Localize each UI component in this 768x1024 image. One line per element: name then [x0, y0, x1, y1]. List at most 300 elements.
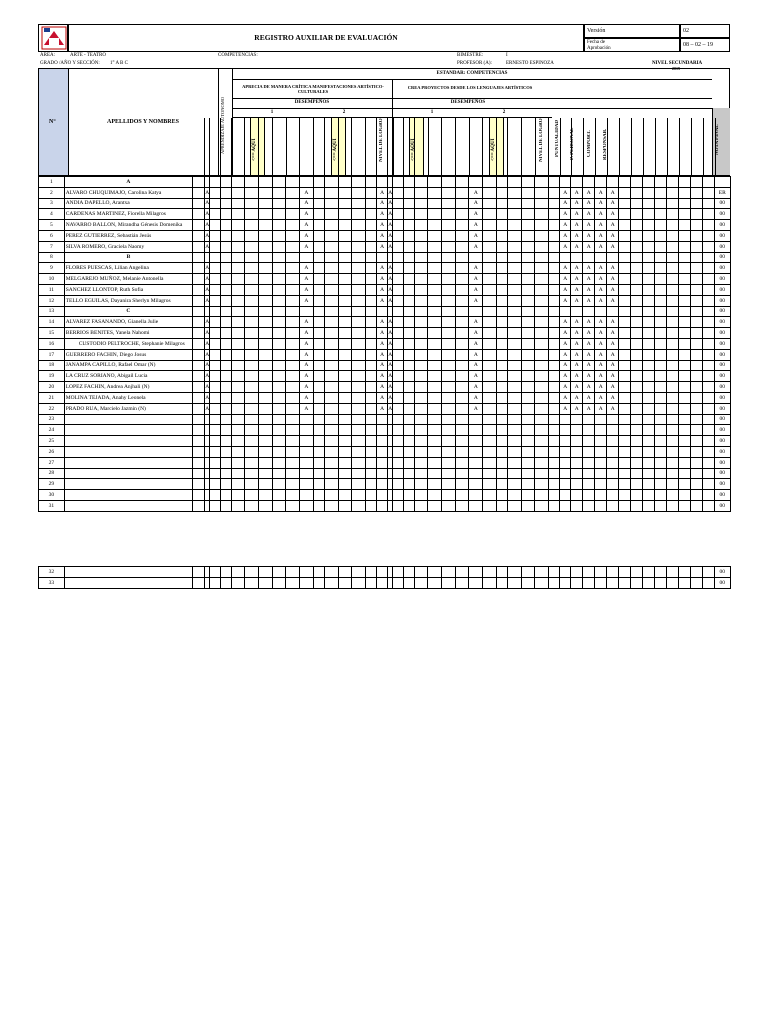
grade-cell: A: [377, 220, 388, 231]
grade-cell: [483, 446, 497, 457]
grade-cell: [549, 187, 560, 198]
grade-cell: [619, 198, 631, 209]
grade-cell: [583, 457, 595, 468]
grade-cell: [535, 436, 549, 447]
grade-cell: [703, 187, 715, 198]
grade-cell: A: [377, 230, 388, 241]
grade-cell: [352, 252, 366, 263]
grade-cell: [245, 392, 259, 403]
grade-cell: [193, 436, 205, 447]
grade-cell: [231, 295, 245, 306]
student-name: ALVAREZ FASANANDO, Gianella Julie: [64, 317, 192, 328]
grade-cell: [286, 382, 300, 393]
grade-cell: [313, 577, 324, 588]
grade-cell: [442, 328, 456, 339]
grade-cell: [365, 349, 376, 360]
grade-cell: [619, 567, 631, 578]
grade-cell: [442, 338, 456, 349]
grade-cell: [496, 392, 507, 403]
grade-cell: [607, 468, 619, 479]
grade-cell: [583, 425, 595, 436]
header-divider: [244, 118, 245, 176]
grade-cell: [521, 500, 535, 511]
grade-cell: [703, 500, 715, 511]
grade-cell: [365, 198, 376, 209]
grade-cell: [691, 220, 703, 231]
grade-cell: [496, 490, 507, 501]
grade-cell: [352, 284, 366, 295]
grade-cell: A: [595, 241, 607, 252]
grade-cell: [455, 500, 469, 511]
grade-cell: [231, 425, 245, 436]
grade-cell: [571, 425, 583, 436]
student-name: [64, 479, 192, 490]
grade-cell: [442, 198, 456, 209]
grade-cell: [549, 295, 560, 306]
grade-cell: [313, 338, 324, 349]
grade-cell: [231, 382, 245, 393]
grade-cell: [496, 567, 507, 578]
grade-cell: A: [388, 220, 393, 231]
header-divider: [387, 118, 388, 176]
grade-cell: [338, 177, 352, 188]
grade-cell: [595, 436, 607, 447]
grade-cell: [571, 479, 583, 490]
grade-cell: [220, 209, 231, 220]
grade-cell: [403, 392, 414, 403]
student-name: [64, 577, 192, 588]
grade-cell: [643, 177, 655, 188]
grade-cell: [583, 500, 595, 511]
grade-cell: [403, 414, 414, 425]
fecha-label: Fecha de Aprobación: [587, 40, 611, 51]
grade-cell: A: [595, 274, 607, 285]
table-row: [39, 349, 731, 360]
grade-cell: [535, 328, 549, 339]
grade-cell: [496, 468, 507, 479]
grade-cell: [414, 230, 428, 241]
grade-cell: [643, 252, 655, 263]
grade-cell: [338, 371, 352, 382]
grade-cell: [469, 177, 483, 188]
grade-cell: [507, 306, 521, 317]
grade-cell: [703, 177, 715, 188]
grade-cell: [595, 567, 607, 578]
row-number: 21: [39, 392, 65, 403]
grade-cell: [521, 187, 535, 198]
grade-cell: [483, 371, 497, 382]
grade-cell: [703, 263, 715, 274]
grade-cell: [521, 577, 535, 588]
grade-cell: [245, 252, 259, 263]
grade-cell: [193, 567, 205, 578]
grade-cell: [365, 220, 376, 231]
grade-cell: [313, 392, 324, 403]
grade-cell: A: [300, 274, 314, 285]
grade-cell: [535, 241, 549, 252]
grade-cell: [193, 446, 205, 457]
grade-cell: A: [583, 360, 595, 371]
student-name: SANCHEZ LLONTOP, Ruth Sofia: [64, 284, 192, 295]
grade-cell: [259, 177, 273, 188]
nota-final-cell: 00: [715, 209, 730, 220]
grade-cell: [324, 414, 338, 425]
grade-cell: [403, 446, 414, 457]
grade-cell: [286, 306, 300, 317]
grade-cell: [507, 577, 521, 588]
grade-cell: [643, 349, 655, 360]
grade-cell: A: [595, 284, 607, 295]
student-name: PRADO RUA, Marcielo Jazmin (N): [64, 403, 192, 414]
grade-cell: [507, 274, 521, 285]
grade-cell: [703, 220, 715, 231]
grade-cell: [571, 457, 583, 468]
grade-cell: [272, 468, 286, 479]
grade-cell: [507, 468, 521, 479]
grade-cell: [521, 349, 535, 360]
row-number: 9: [39, 263, 65, 274]
grade-cell: [365, 317, 376, 328]
grade-cell: [272, 414, 286, 425]
grade-cell: [414, 567, 428, 578]
grade-cell: [703, 317, 715, 328]
grade-cell: [259, 392, 273, 403]
grade-cell: A: [595, 230, 607, 241]
grade-cell: [521, 209, 535, 220]
grade-cell: [442, 177, 456, 188]
grade-cell: [220, 317, 231, 328]
grade-cell: [703, 567, 715, 578]
grade-cell: [300, 490, 314, 501]
grade-cell: [549, 360, 560, 371]
grade-cell: [643, 479, 655, 490]
grade-cell: [521, 371, 535, 382]
grade-cell: A: [205, 284, 210, 295]
grade-cell: [403, 360, 414, 371]
grade-cell: [313, 436, 324, 447]
grade-cell: [631, 500, 643, 511]
grade-cell: [365, 328, 376, 339]
grade-cell: [259, 436, 273, 447]
grade-cell: [549, 274, 560, 285]
grade-cell: A: [560, 360, 571, 371]
grade-cell: [338, 306, 352, 317]
header-divider: [482, 118, 483, 176]
grade-cell: [667, 177, 679, 188]
grade-cell: [414, 198, 428, 209]
grade-cell: [469, 457, 483, 468]
nota-final-cell: 00: [715, 479, 730, 490]
grade-cell: [272, 567, 286, 578]
grade-cell: [352, 500, 366, 511]
grade-cell: [619, 338, 631, 349]
grade-cell: [245, 577, 259, 588]
grade-cell: [643, 360, 655, 371]
grade-cell: [220, 414, 231, 425]
nota-final-cell: 00: [715, 317, 730, 328]
grade-cell: A: [205, 317, 210, 328]
grade-cell: [245, 468, 259, 479]
grade-cell: [313, 274, 324, 285]
grade-cell: [496, 241, 507, 252]
grade-cell: [643, 317, 655, 328]
grade-cell: [571, 577, 583, 588]
grade-cell: [272, 177, 286, 188]
grade-cell: [245, 414, 259, 425]
grade-cell: [231, 371, 245, 382]
grade-cell: [193, 392, 205, 403]
grade-cell: [272, 295, 286, 306]
grade-cell: [313, 382, 324, 393]
grade-cell: [455, 187, 469, 198]
grade-cell: A: [205, 328, 210, 339]
grade-cell: [679, 392, 691, 403]
grade-cell: [403, 500, 414, 511]
grade-cell: [679, 284, 691, 295]
grade-cell: [691, 468, 703, 479]
grade-cell: [352, 371, 366, 382]
table-row: [39, 414, 731, 425]
table-row: [39, 177, 731, 188]
grade-cell: [393, 274, 403, 285]
grade-cell: [560, 252, 571, 263]
grade-cell: [403, 306, 414, 317]
grade-cell: [193, 263, 205, 274]
grade-cell: [377, 500, 388, 511]
fecha-value: 08 – 02 – 19: [683, 42, 713, 48]
grade-cell: [507, 490, 521, 501]
grade-cell: [535, 414, 549, 425]
grade-cell: A: [388, 263, 393, 274]
grade-cell: [549, 392, 560, 403]
grade-cell: [272, 284, 286, 295]
grade-cell: [483, 490, 497, 501]
grade-cell: [455, 328, 469, 339]
grade-cell: [442, 490, 456, 501]
grade-cell: [428, 317, 442, 328]
grade-cell: [667, 338, 679, 349]
grade-cell: [377, 490, 388, 501]
grade-cell: [245, 382, 259, 393]
grade-cell: [300, 436, 314, 447]
grade-cell: [231, 263, 245, 274]
grade-cell: [631, 252, 643, 263]
student-name: SILVA ROMERO, Graciela Naomy: [64, 241, 192, 252]
nota-final-cell: 00: [715, 220, 730, 231]
grade-cell: A: [583, 220, 595, 231]
grade-cell: [496, 284, 507, 295]
grade-cell: [496, 177, 507, 188]
grade-cell: [414, 338, 428, 349]
grade-cell: [338, 425, 352, 436]
row-number: 4: [39, 209, 65, 220]
grade-cell: [655, 414, 667, 425]
grade-cell: [231, 403, 245, 414]
grade-cell: [231, 392, 245, 403]
grade-cell: [272, 274, 286, 285]
grade-cell: [220, 360, 231, 371]
grade-cell: [272, 230, 286, 241]
grade-cell: [607, 446, 619, 457]
grade-cell: [428, 306, 442, 317]
grade-cell: [324, 220, 338, 231]
table-row: [39, 500, 731, 511]
grade-cell: [231, 567, 245, 578]
grade-cell: [210, 468, 220, 479]
grade-cell: [521, 295, 535, 306]
grade-cell: [703, 349, 715, 360]
grade-cell: [483, 436, 497, 447]
grade-cell: [607, 414, 619, 425]
grade-cell: [324, 371, 338, 382]
grade-cell: [560, 446, 571, 457]
grade-cell: [549, 263, 560, 274]
grade-cell: A: [377, 241, 388, 252]
grade-cell: [365, 425, 376, 436]
nota-final-cell: 00: [715, 371, 730, 382]
nota-final-cell: 00: [715, 338, 730, 349]
grade-cell: [414, 425, 428, 436]
grade-cell: [403, 230, 414, 241]
grade-cell: [469, 490, 483, 501]
row-number: 30: [39, 490, 65, 501]
num-header: N°: [49, 119, 56, 125]
grade-cell: A: [560, 263, 571, 274]
grade-cell: [691, 187, 703, 198]
grade-cell: [338, 500, 352, 511]
grade-cell: [259, 274, 273, 285]
grade-cell: A: [205, 241, 210, 252]
area-label: ÁREA:: [40, 53, 55, 58]
row-number: 27: [39, 457, 65, 468]
grade-cell: [414, 414, 428, 425]
grade-cell: [313, 198, 324, 209]
grade-cell: [631, 457, 643, 468]
grade-cell: [338, 446, 352, 457]
grade-cell: A: [205, 187, 210, 198]
grade-cell: [245, 209, 259, 220]
grade-cell: [442, 371, 456, 382]
grade-cell: [313, 425, 324, 436]
grade-cell: [324, 457, 338, 468]
grade-cell: [521, 468, 535, 479]
grade-cell: [428, 567, 442, 578]
grade-cell: [535, 371, 549, 382]
grade-cell: A: [571, 328, 583, 339]
grade-cell: A: [595, 209, 607, 220]
grade-cell: [393, 349, 403, 360]
grade-cell: [428, 209, 442, 220]
grade-cell: [549, 567, 560, 578]
grade-cell: [210, 328, 220, 339]
grade-cell: [286, 338, 300, 349]
grade-cell: [496, 360, 507, 371]
grade-cell: [313, 457, 324, 468]
grade-cell: A: [595, 403, 607, 414]
personal-header: P. PERSONAL: [570, 127, 575, 161]
grade-cell: [549, 490, 560, 501]
grade-cell: [272, 436, 286, 447]
header-divider: [560, 118, 561, 176]
grade-cell: [428, 263, 442, 274]
grade-cell: [403, 284, 414, 295]
grade-cell: [643, 284, 655, 295]
grade-cell: [631, 177, 643, 188]
student-name: CARDENAS MARTINEZ, Fiorella Milagros: [64, 209, 192, 220]
grade-cell: [245, 479, 259, 490]
grade-cell: [259, 577, 273, 588]
grade-cell: [521, 414, 535, 425]
student-name: CUSTODIO PELTROCHE, Stephanie Milagros: [64, 338, 192, 349]
grade-cell: A: [560, 274, 571, 285]
grade-cell: A: [607, 360, 619, 371]
grade-cell: [231, 360, 245, 371]
grade-cell: [691, 328, 703, 339]
grade-cell: [535, 490, 549, 501]
grade-cell: [324, 403, 338, 414]
grade-cell: [607, 500, 619, 511]
grade-cell: [286, 490, 300, 501]
grade-cell: [521, 230, 535, 241]
grade-cell: [352, 436, 366, 447]
grade-cell: [259, 567, 273, 578]
header-divider: [571, 118, 572, 176]
grade-cell: [365, 457, 376, 468]
header-divider: [469, 118, 470, 176]
grade-cell: [442, 479, 456, 490]
grade-cell: [324, 338, 338, 349]
grade-cell: [428, 403, 442, 414]
grade-cell: [352, 338, 366, 349]
grade-cell: [619, 479, 631, 490]
grade-cell: A: [469, 360, 483, 371]
grade-cell: [403, 577, 414, 588]
grade-cell: [583, 567, 595, 578]
grade-cell: [210, 567, 220, 578]
grade-cell: [352, 567, 366, 578]
grade-cell: [442, 187, 456, 198]
grade-cell: [667, 577, 679, 588]
grade-cell: [667, 317, 679, 328]
grade-cell: [414, 371, 428, 382]
grade-cell: [259, 317, 273, 328]
grade-cell: [655, 177, 667, 188]
grade-cell: [455, 490, 469, 501]
grade-cell: [521, 252, 535, 263]
grade-cell: [619, 317, 631, 328]
header-divider: [365, 118, 366, 176]
grade-cell: [193, 360, 205, 371]
grade-cell: [655, 490, 667, 501]
grade-cell: [231, 328, 245, 339]
grade-cell: A: [388, 187, 393, 198]
nota-final-cell: 00: [715, 457, 730, 468]
grade-cell: [365, 338, 376, 349]
grade-cell: [414, 317, 428, 328]
nota-final-cell: 00: [715, 252, 730, 263]
grade-cell: A: [595, 263, 607, 274]
grade-cell: [352, 317, 366, 328]
grade-cell: [393, 371, 403, 382]
grade-cell: [483, 328, 497, 339]
grade-cell: A: [300, 403, 314, 414]
grade-cell: [403, 436, 414, 447]
grade-cell: A: [595, 198, 607, 209]
grade-cell: [403, 479, 414, 490]
grade-cell: [231, 198, 245, 209]
table-row: [39, 338, 731, 349]
grade-cell: [220, 349, 231, 360]
